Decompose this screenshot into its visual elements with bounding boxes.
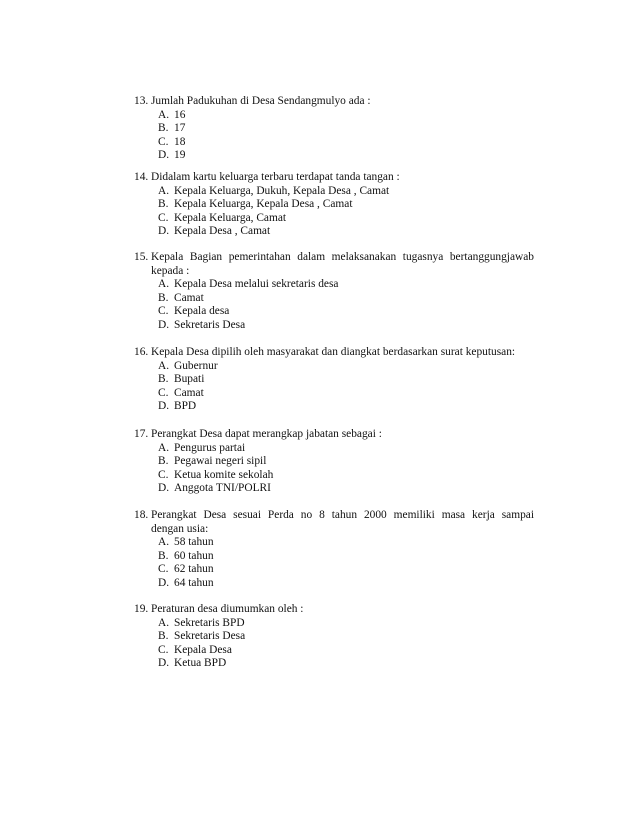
option-d [134,400,534,414]
option-text: Kepala Keluarga, Dukuh, Kepala Desa , Camat [174,184,390,197]
question-text: Peraturan desa diumumkan oleh : [151,603,304,615]
question-text: Kepala Desa dipilih oleh masyarakat dan diangkat berdasarkan surat keputusan: [151,346,516,358]
option-text: BPD [174,400,197,412]
option-letter: A. [158,108,170,121]
question-stem [134,171,534,185]
option-d [134,319,534,333]
option-text: Kepala Keluarga, Kepala Desa , Camat [174,198,353,210]
question-text: Didalam kartu keluarga terbaru terdapat tanda tangan : [151,171,400,183]
option-letter: B. [158,549,169,562]
option-text: 58 tahun [174,536,214,548]
option-text: Ketua komite sekolah [174,468,274,481]
option-letter: C. [158,643,169,656]
question-number: 18. [134,509,149,521]
option-b [134,198,534,212]
question-19 [134,603,534,671]
option-letter: C. [158,468,169,481]
option-text: Kepala Desa , Camat [174,225,271,237]
question-stem [134,251,534,278]
question-18 [134,509,534,590]
option-d [134,657,534,671]
option-a [134,360,534,374]
question-17 [134,428,534,496]
option-letter: B. [158,291,169,304]
option-b [134,122,534,136]
option-a [134,278,534,292]
option-letter: B. [158,122,169,134]
option-text: 19 [174,149,186,161]
option-b [134,630,534,644]
option-b [134,373,534,387]
option-text: 64 tahun [174,576,214,589]
option-c [134,212,534,226]
option-c [134,563,534,577]
option-letter: A. [158,616,170,629]
option-text: Bupati [174,373,205,385]
option-text: Anggota TNI/POLRI [174,482,271,494]
option-text: Pengurus partai [174,441,246,454]
option-text: Kepala Desa [174,643,232,656]
option-text: Camat [174,386,204,399]
question-text-continuation: dengan usia: [151,522,209,535]
question-16 [134,346,534,414]
option-letter: C. [158,211,169,224]
option-letter: A. [158,536,170,548]
option-c [134,469,534,483]
option-d [134,482,534,496]
option-a [134,617,534,631]
option-c [134,644,534,658]
option-list [134,360,534,414]
option-text: Sekretaris Desa [174,318,246,331]
option-letter: B. [158,630,169,642]
option-b [134,455,534,469]
question-number: 17. [134,428,149,440]
option-text: Kepala desa [174,305,230,317]
option-letter: B. [158,373,169,385]
question-text: Perangkat Desa dapat merangkap jabatan sebagai : [151,428,382,440]
option-list [134,536,534,590]
option-letter: C. [158,305,169,317]
question-stem [134,428,534,442]
option-text: Ketua BPD [174,657,227,669]
option-letter: A. [158,359,170,372]
question-stem [134,95,534,109]
option-list [134,442,534,496]
option-letter: D. [158,149,170,161]
option-b [134,292,534,306]
option-letter: D. [158,318,170,331]
option-c [134,387,534,401]
option-letter: D. [158,225,170,237]
question-number: 16. [134,346,149,358]
option-list [134,185,534,239]
option-letter: C. [158,135,169,148]
question-number: 15. [134,251,149,263]
option-d [134,577,534,591]
option-text: 62 tahun [174,563,214,575]
option-text: Gubernur [174,359,218,372]
option-letter: D. [158,657,170,669]
option-d [134,149,534,163]
option-d [134,225,534,239]
question-stem [134,603,534,617]
option-letter: B. [158,198,169,210]
option-text: Kepala Keluarga, Camat [174,211,287,224]
question-text: Jumlah Padukuhan di Desa Sendangmulyo ada : [151,95,371,107]
option-a [134,185,534,199]
question-14 [134,171,534,239]
option-text: 16 [174,108,186,121]
option-letter: B. [158,455,169,467]
question-text: Kepala Bagian pemerintahan dalam melaksanakan tugasnya bertanggungjawab [151,251,534,263]
question-13 [134,95,534,163]
option-text: 18 [174,135,186,148]
option-letter: A. [158,441,170,454]
option-letter: A. [158,184,170,197]
option-text: 17 [174,122,186,134]
option-c [134,136,534,150]
question-number: 14. [134,171,149,183]
option-a [134,109,534,123]
question-number: 13. [134,95,149,107]
option-text: Camat [174,291,204,304]
option-list [134,109,534,163]
question-number: 19. [134,603,149,615]
option-list [134,278,534,332]
option-letter: C. [158,563,169,575]
option-letter: D. [158,400,170,412]
question-stem [134,346,534,360]
option-letter: D. [158,482,170,494]
option-c [134,305,534,319]
option-letter: A. [158,278,170,290]
question-stem [134,509,534,536]
question-text: Perangkat Desa sesuai Perda no 8 tahun 2000 memiliki masa kerja sampai [151,509,534,521]
option-text: Pegawai negeri sipil [174,455,267,467]
option-letter: C. [158,386,169,399]
option-text: Kepala Desa melalui sekretaris desa [174,278,339,290]
option-b [134,550,534,564]
option-a [134,536,534,550]
question-15 [134,251,534,332]
option-letter: D. [158,576,170,589]
question-text-continuation: kepada : [151,264,190,277]
option-list [134,617,534,671]
option-text: Sekretaris BPD [174,616,245,629]
option-text: 60 tahun [174,549,214,562]
option-text: Sekretaris Desa [174,630,246,642]
option-a [134,442,534,456]
